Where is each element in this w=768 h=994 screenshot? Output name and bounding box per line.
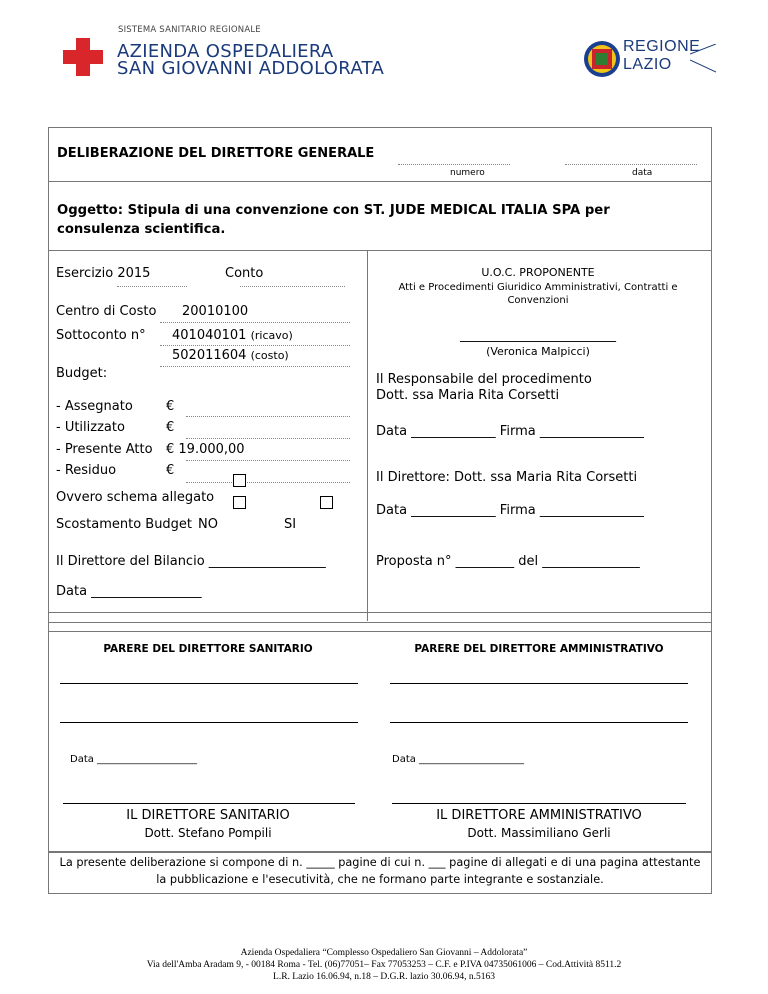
esercizio-label: Esercizio 2015 bbox=[56, 266, 151, 281]
org-name-line1: AZIENDA OSPEDALIERA bbox=[117, 41, 334, 62]
uoc-description-line2: Convenzioni bbox=[507, 295, 569, 306]
direttore-bilancio-line[interactable]: Il Direttore del Bilancio __________________ bbox=[56, 554, 326, 569]
si-checkbox[interactable] bbox=[320, 496, 333, 509]
presente-atto-label: - Presente Atto bbox=[56, 442, 153, 457]
region-logo-lines-icon bbox=[690, 44, 716, 74]
deliberation-title: DELIBERAZIONE DEL DIRETTORE GENERALE bbox=[57, 146, 375, 161]
ovvero-schema-label: Ovvero schema allegato bbox=[56, 490, 215, 505]
divider bbox=[49, 631, 711, 632]
oggetto-line1: Oggetto: Stipula di una convenzione con ST. JUDE MEDICAL ITALIA SPA per bbox=[57, 203, 610, 218]
no-checkbox[interactable] bbox=[233, 496, 246, 509]
euro-sign: € bbox=[166, 399, 175, 414]
direttore-uoc: Il Direttore: Dott. ssa Maria Rita Corsetti bbox=[376, 470, 638, 485]
euro-sign: € bbox=[166, 420, 175, 435]
firma-amministrativo-line[interactable] bbox=[392, 803, 686, 804]
data-label: data bbox=[632, 168, 653, 178]
data-amministrativo[interactable]: Data _____________________ bbox=[392, 754, 525, 765]
footer-line2: Via dell'Amba Aradam 9, - 00184 Roma - Tel. (06)77051– Fax 77053253 – C.F. e P.IVA 04735061006 – Cod.Attività 8511.2 bbox=[146, 960, 622, 970]
uoc-signature-line[interactable]: ________________________ bbox=[460, 328, 616, 343]
direttore-sanitario-role: IL DIRETTORE SANITARIO bbox=[126, 808, 290, 823]
presente-atto-value: € 19.000,00 bbox=[166, 442, 245, 457]
system-label: SISTEMA SANITARIO REGIONALE bbox=[118, 25, 261, 35]
assegnato-field[interactable] bbox=[186, 416, 350, 417]
centro-costo-value: 20010100 bbox=[182, 304, 249, 319]
centro-costo-label: Centro di Costo bbox=[56, 304, 157, 319]
oggetto-line2: consulenza scientifica. bbox=[57, 222, 226, 237]
divider bbox=[49, 250, 711, 251]
sottoconto-ricavo: 401040101 (ricavo) bbox=[172, 328, 293, 343]
region-name-line1: REGIONE bbox=[623, 38, 701, 55]
centro-costo-field[interactable] bbox=[160, 322, 350, 323]
assegnato-label: - Assegnato bbox=[56, 399, 133, 414]
conto-label: Conto bbox=[225, 266, 264, 281]
parere-sanitario-title: PARERE DEL DIRETTORE SANITARIO bbox=[103, 643, 313, 655]
numero-label: numero bbox=[450, 168, 485, 178]
scostamento-budget-label: Scostamento Budget bbox=[56, 517, 193, 532]
divider bbox=[49, 612, 711, 613]
proposta-line[interactable]: Proposta n° _________ del _______________ bbox=[376, 554, 640, 569]
esercizio-field[interactable] bbox=[117, 286, 187, 287]
residuo-field[interactable] bbox=[186, 482, 350, 483]
composition-line1: La presente deliberazione si compone di n. _____ pagine di cui n. ___ pagine di allegati e di una pagina attestante bbox=[59, 856, 701, 869]
region-name-line2: LAZIO bbox=[623, 56, 672, 73]
lazio-region-emblem-icon bbox=[582, 38, 622, 80]
utilizzato-field[interactable] bbox=[186, 438, 350, 439]
parere-amministrativo-line-2[interactable] bbox=[390, 722, 688, 723]
data-sanitario[interactable]: Data ____________________ bbox=[70, 754, 198, 765]
sottoconto-field-2[interactable] bbox=[160, 366, 350, 367]
residuo-label: - Residuo bbox=[56, 463, 117, 478]
divider bbox=[49, 181, 711, 182]
euro-sign: € bbox=[166, 463, 175, 478]
responsabile-label: Il Responsabile del procedimento bbox=[376, 372, 592, 387]
utilizzato-label: - Utilizzato bbox=[56, 420, 125, 435]
parere-amministrativo-title: PARERE DEL DIRETTORE AMMINISTRATIVO bbox=[414, 643, 664, 655]
direttore-amministrativo-role: IL DIRETTORE AMMINISTRATIVO bbox=[436, 808, 642, 823]
footer-line3: L.R. Lazio 16.06.94, n.18 – D.G.R. lazio 30.06.94, n.5163 bbox=[273, 972, 495, 982]
no-label: NO bbox=[198, 517, 218, 532]
divider bbox=[49, 622, 711, 623]
sottoconto-field[interactable] bbox=[160, 345, 350, 346]
uoc-title: U.O.C. PROPONENTE bbox=[481, 266, 595, 279]
numero-field[interactable] bbox=[398, 164, 510, 165]
parere-sanitario-line-2[interactable] bbox=[60, 722, 358, 723]
data-bilancio-line[interactable]: Data _________________ bbox=[56, 584, 202, 599]
direttore-amministrativo-name: Dott. Massimiliano Gerli bbox=[467, 826, 611, 840]
uoc-description-line1: Atti e Procedimenti Giuridico Amministrativi, Contratti e bbox=[398, 282, 678, 293]
data-firma-responsabile[interactable]: Data _____________ Firma ________________ bbox=[376, 424, 644, 439]
checkbox[interactable] bbox=[233, 474, 246, 487]
red-cross-icon bbox=[63, 38, 103, 76]
composition-line2: la pubblicazione e l'esecutività, che ne formano parte integrante e sostanziale. bbox=[156, 873, 604, 886]
parere-amministrativo-line-1[interactable] bbox=[390, 683, 688, 684]
firma-sanitario-line[interactable] bbox=[63, 803, 355, 804]
uoc-signer-name: (Veronica Malpicci) bbox=[486, 345, 590, 358]
si-label: SI bbox=[284, 517, 297, 532]
org-name-line2: SAN GIOVANNI ADDOLORATA bbox=[117, 58, 385, 79]
footer-line1: Azienda Ospedaliera “Complesso Ospedaliero San Giovanni – Addolorata” bbox=[240, 948, 528, 958]
data-firma-direttore[interactable]: Data _____________ Firma ________________ bbox=[376, 503, 644, 518]
responsabile-name: Dott. ssa Maria Rita Corsetti bbox=[376, 388, 560, 403]
sottoconto-costo: 502011604 (costo) bbox=[172, 348, 289, 363]
data-field[interactable] bbox=[565, 164, 697, 165]
parere-sanitario-line-1[interactable] bbox=[60, 683, 358, 684]
direttore-sanitario-name: Dott. Stefano Pompili bbox=[144, 826, 272, 840]
presente-atto-field[interactable] bbox=[186, 460, 350, 461]
budget-label: Budget: bbox=[56, 366, 108, 381]
conto-field[interactable] bbox=[240, 286, 345, 287]
sottoconto-label: Sottoconto n° bbox=[56, 328, 146, 343]
